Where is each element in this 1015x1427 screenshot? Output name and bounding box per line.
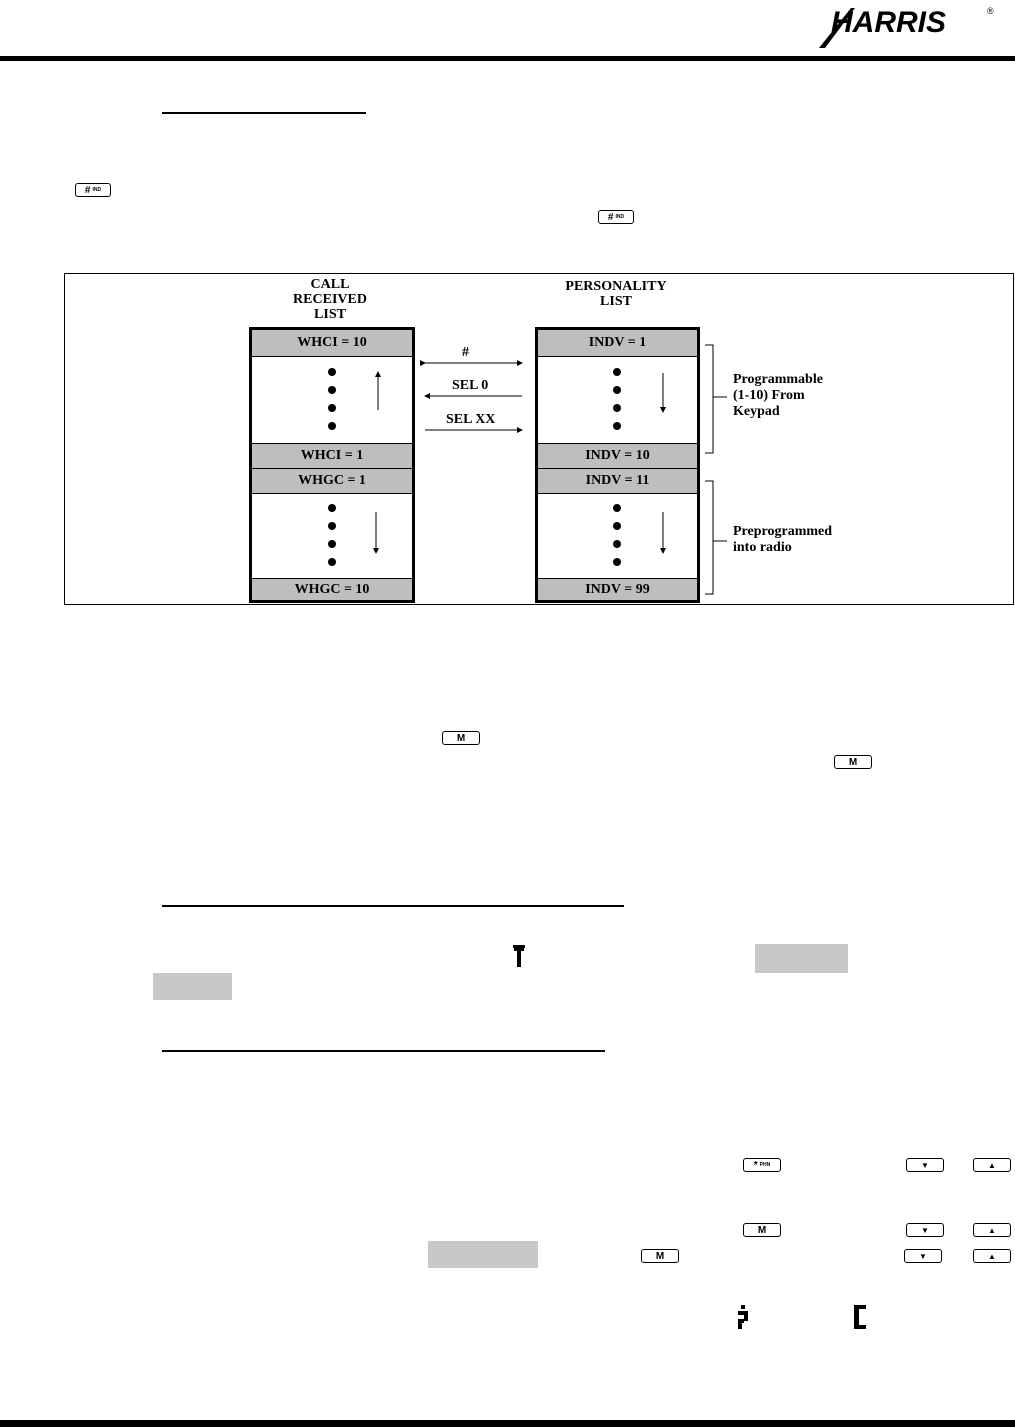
signal-icon: [513, 945, 525, 967]
highlighted-display-text: [428, 1241, 538, 1268]
up-arrow-key: ▲: [973, 1158, 1011, 1172]
pound-ind-key: # IND: [75, 183, 111, 197]
section-heading-underline: [162, 1050, 605, 1052]
section-heading-underline: [162, 905, 624, 907]
brand-name: HARRIS: [831, 6, 947, 39]
phone-icon: [854, 1305, 868, 1329]
list-cell: INDV = 10: [538, 444, 697, 468]
down-arrow-key: ▼: [906, 1223, 944, 1237]
up-arrow-key: ▲: [973, 1249, 1011, 1263]
star-phn-key: * PHN: [743, 1158, 781, 1172]
up-arrow-key: ▲: [973, 1223, 1011, 1237]
footer-rule: [0, 1420, 1015, 1427]
list-cell: INDV = 99: [538, 579, 697, 600]
menu-key: M: [743, 1223, 781, 1237]
programmable-label: Programmable (1-10) From Keypad: [733, 372, 823, 419]
menu-key: M: [641, 1249, 679, 1263]
down-arrow-key: ▼: [906, 1158, 944, 1172]
call-received-list-title: CALL RECEIVED LIST: [293, 277, 367, 322]
list-cell: INDV = 1: [538, 330, 697, 356]
preprogrammed-label: Preprogrammed into radio: [733, 524, 833, 555]
list-cell: WHCI = 1: [252, 444, 412, 468]
menu-key: M: [442, 731, 480, 745]
selxx-arrow-label: SEL XX: [446, 412, 496, 427]
pound-ind-key: # IND: [598, 210, 634, 224]
menu-key: M: [834, 755, 872, 769]
registered-mark: ®: [987, 6, 994, 16]
highlighted-display-text: [755, 944, 848, 973]
list-cell: WHGC = 10: [252, 579, 412, 600]
personality-list-title: PERSONALITY LIST: [565, 279, 667, 309]
person-icon: [736, 1305, 750, 1329]
sel0-arrow-label: SEL 0: [452, 378, 489, 393]
list-cell: WHGC = 1: [252, 469, 412, 493]
highlighted-display-text: [153, 973, 232, 1000]
list-cell: WHCI = 10: [252, 330, 412, 356]
pound-arrow-label: #: [462, 345, 469, 360]
down-arrow-key: ▼: [904, 1249, 942, 1263]
list-cell: INDV = 11: [538, 469, 697, 493]
